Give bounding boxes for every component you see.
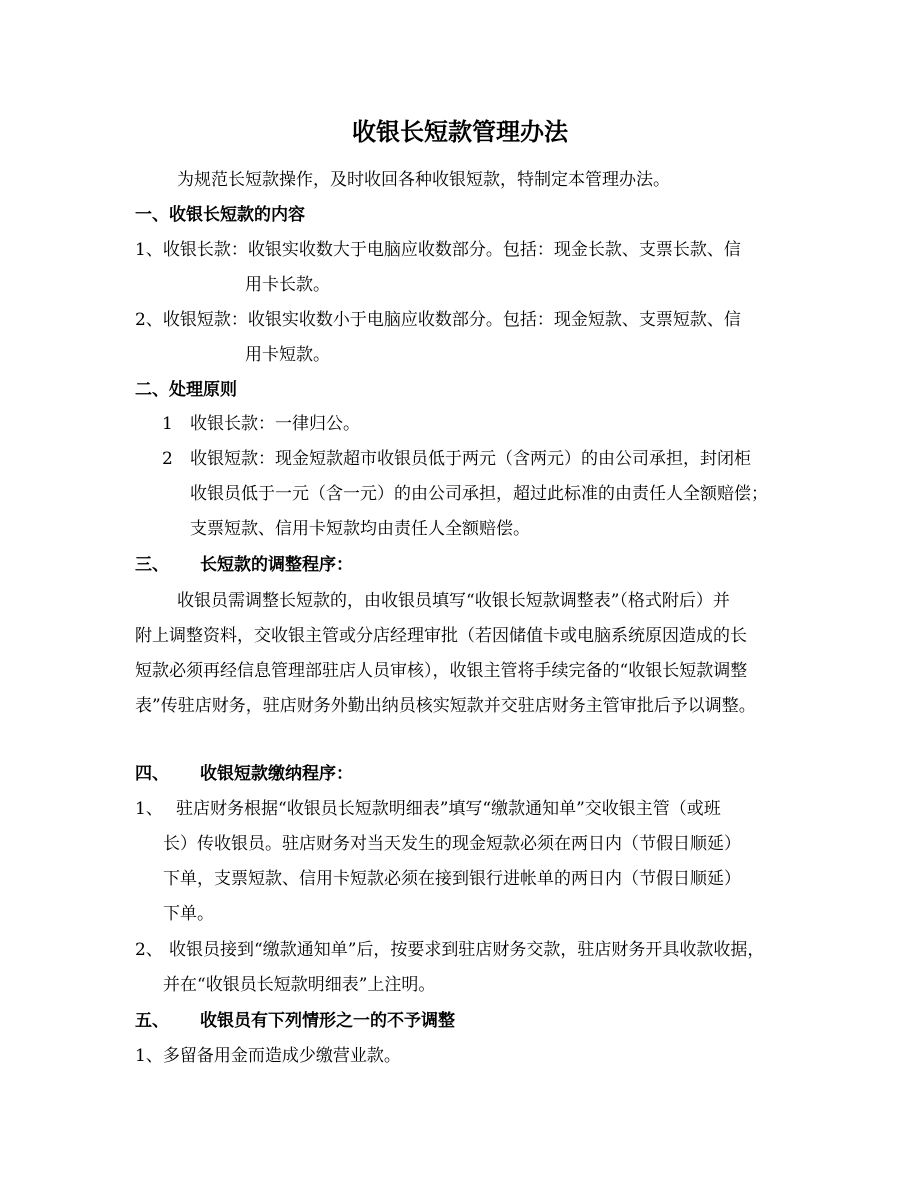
section-3-heading: 长短款的调整程序： [200, 555, 353, 575]
document-title: 收银长短款管理办法 [352, 118, 568, 146]
s4-item1-line4: 下单。 [163, 904, 214, 924]
section-5-number: 五、 [135, 1011, 169, 1031]
s3-line2: 附上调整资料，交收银主管或分店经理审批（若因储值卡或电脑系统原因造成的长 [135, 626, 747, 646]
s1-item1-line1: 1、收银长款：收银实收数大于电脑应收数部分。包括：现金长款、支票长款、信 [135, 240, 741, 260]
s1-item1-line2: 用卡长款。 [245, 275, 330, 295]
s3-line1: 收银员需调整长短款的，由收银员填写“收银长短款调整表”（格式附后）并 [177, 591, 730, 611]
s2-item1: 收银长款：一律归公。 [190, 414, 360, 434]
section-4-number: 四、 [135, 764, 169, 784]
s3-line3: 短款必须再经信息管理部驻店人员审核），收银主管将手续完备的“收银长短款调整 [135, 661, 748, 681]
s4-item1-number: 1、 [135, 799, 163, 819]
s2-item2-line2: 收银员低于一元（含一元）的由公司承担，超过此标准的由责任人全额赔偿； [190, 484, 768, 504]
intro: 为规范长短款操作，及时收回各种收银短款，特制定本管理办法。 [177, 170, 670, 190]
section-5-heading: 收银员有下列情形之一的不予调整 [200, 1011, 455, 1031]
s4-item1-line1: 驻店财务根据“收银员长短款明细表”填写“缴款通知单”交收银主管（或班 [176, 799, 721, 819]
s2-item2-number: 2 [162, 449, 173, 469]
section-1-heading: 一、收银长短款的内容 [135, 205, 305, 225]
s5-item1: 1、多留备用金而造成少缴营业款。 [135, 1046, 401, 1066]
s3-line4: 表”传驻店财务，驻店财务外勤出纳员核实短款并交驻店财务主管审批后予以调整。 [135, 696, 756, 716]
s4-item2-line1: 收银员接到“缴款通知单”后，按要求到驻店财务交款，驻店财务开具收款收据， [169, 940, 765, 960]
section-3-number: 三、 [135, 555, 169, 575]
section-2-heading: 二、处理原则 [135, 380, 237, 400]
s2-item2-line1: 收银短款：现金短款超市收银员低于两元（含两元）的由公司承担，封闭柜 [190, 449, 751, 469]
s4-item1-line3: 下单，支票短款、信用卡短款必须在接到银行进帐单的两日内（节假日顺延） [163, 869, 741, 889]
s1-item2-line2: 用卡短款。 [245, 345, 330, 365]
s2-item1-number: 1 [162, 414, 173, 434]
s2-item2-line3: 支票短款、信用卡短款均由责任人全额赔偿。 [190, 519, 530, 539]
s1-item2-line1: 2、收银短款：收银实收数小于电脑应收数部分。包括：现金短款、支票短款、信 [135, 310, 741, 330]
s4-item2-line2: 并在“收银员长短款明细表”上注明。 [163, 975, 436, 995]
section-4-heading: 收银短款缴纳程序： [200, 764, 353, 784]
s4-item1-line2: 长）传收银员。驻店财务对当天发生的现金短款必须在两日内（节假日顺延） [163, 834, 741, 854]
s4-item2-number: 2、 [135, 940, 163, 960]
